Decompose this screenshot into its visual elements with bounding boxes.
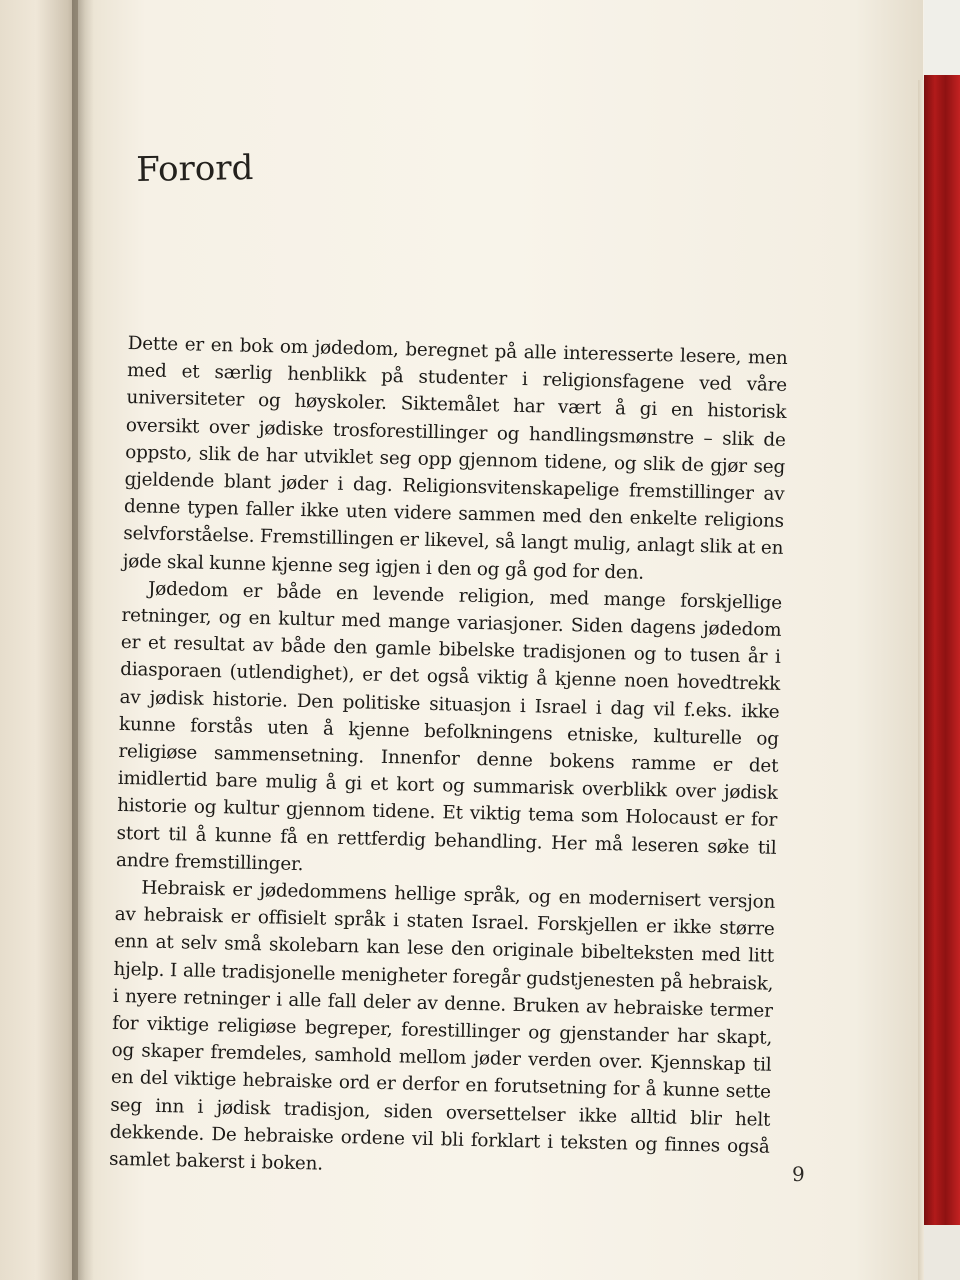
page-number: 9 xyxy=(792,1162,805,1186)
left-page xyxy=(0,0,80,1280)
paragraph-1: Dette er en bok om jødedom, beregnet på alle interesserte lesere, men med et særlig henblikk på studenter i religionsfagene ved våre universiteter og høyskoler. Siktemålet har vært å gi en historisk oversikt over jødiske trosforestillinger og handlingsmønstre – slik de oppsto, slik de har utviklet seg opp gjennom tidene, og slik de gjør seg gjeldende blant jøder i dag. Religionsvitenskapelige fremstillinger av denne typen faller ikke uten videre sammen med den enkelte religions selvforståelse. Fremstillingen er likevel, så langt mulig, anlagt slik at en jøde skal kunne kjenne seg igjen i den og gå god for den. xyxy=(122,332,788,584)
table-surface-bottom xyxy=(924,1225,960,1280)
red-book-cover xyxy=(924,75,960,1225)
chapter-heading: Forord xyxy=(136,147,254,190)
body-text xyxy=(109,330,788,1188)
paragraph-3: Hebraisk er jødedommens hellige språk, og en modernisert versjon av hebraisk er offisielt språk i staten Israel. Forskjellen er ikke større enn at selv små skolebarn kan lese den originale bibelteksten med litt hjelp. I alle tradisjonelle menigheter foregår gudstjenesten på hebraisk, i nyere retninger i alle fall deler av denne. Bruken av hebraiske termer for viktige religiøse begreper, forestillinger og gjenstander har skapt, og skaper fremdeles, samhold mellom jøder verden over. Kjennskap til en del viktige hebraiske ord er derfor en forutsetning for å kunne sette seg inn i jødisk tradisjon, siden oversettelser ikke alltid blir helt dekkende. De hebraiske ordene vil bli forklart i teksten og finnes også samlet bakerst i boken. xyxy=(108,877,776,1175)
table-surface xyxy=(924,0,960,75)
paragraph-2: Jødedom er både en levende religion, med mange forskjellige retninger, og en kultur med mange variasjoner. Siden dagens jødedom er et resultat av både den gamle bibelske tradisjonen og to tusen år i diasporaen (utlendighet), er det også viktig å kjenne noen hovedtrekk av jødisk historie. Den politiske situasjon i Israel i dag vil f.eks. ikke kunne forstås uten å kjenne befolkningens etniske, kulturelle og religiøse sammensetning. Innenfor denne bokens ramme er det imidlertid bare mulig å gi et kort og summarisk overblikk over jødisk historie og kultur gjennom tidene. Et viktig tema som Holocaust er for stort til å kunne få en rettferdig behandling. Her må leseren søke til andre fremstillinger. xyxy=(115,578,783,875)
book-gutter xyxy=(72,0,94,1280)
